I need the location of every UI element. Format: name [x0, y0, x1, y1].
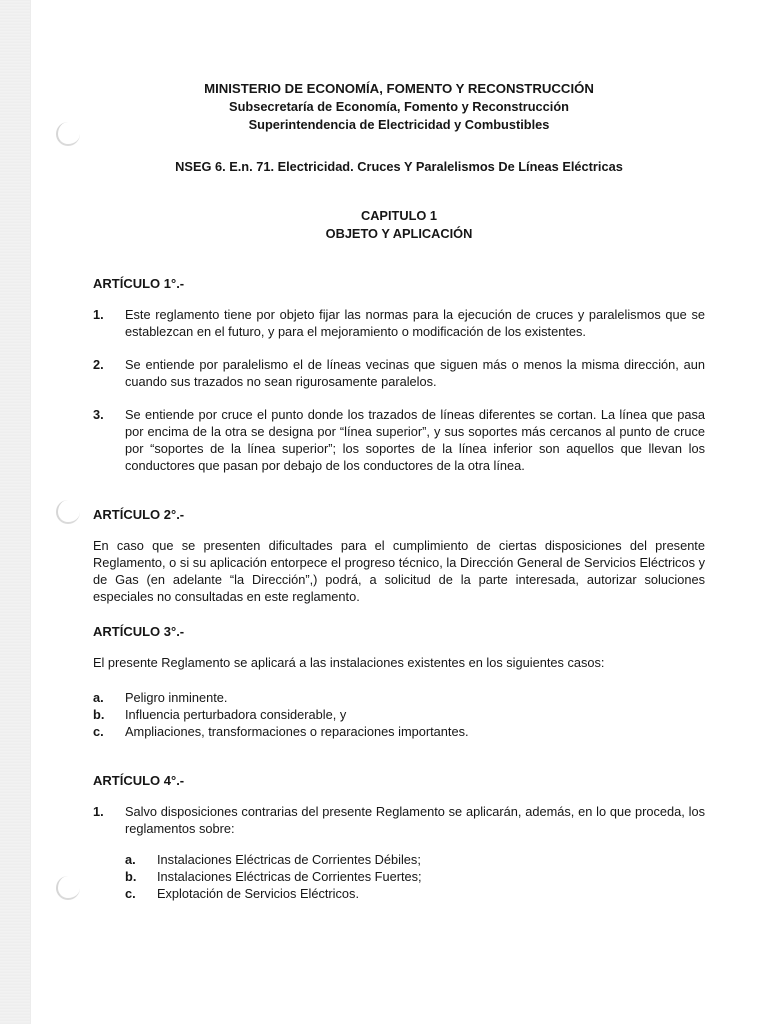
list-item — [93, 689, 705, 706]
list-letter: a. — [93, 690, 104, 705]
superintendencia-name: Superintendencia de Electricidad y Combustibles — [248, 117, 550, 132]
list-letter: a. — [125, 852, 136, 867]
list-text: Explotación de Servicios Eléctricos. — [157, 886, 359, 901]
list-item — [93, 723, 705, 740]
item-number: 2. — [93, 357, 104, 372]
chapter-number: CAPITULO 1 — [360, 208, 438, 223]
list-item — [93, 706, 705, 723]
article-3-heading: ARTÍCULO 3°.- — [93, 624, 185, 639]
item-text: Se entiende por paralelismo el de líneas vecinas que siguen más o menos la misma dirección, aun cuando sus trazados no sean rigurosamente paralelos. — [125, 357, 705, 389]
article-4-item — [93, 803, 705, 837]
article-1-item — [93, 356, 705, 390]
ministry-name: MINISTERIO DE ECONOMÍA, FOMENTO Y RECONSTRUCCIÓN — [204, 81, 594, 96]
list-text: Ampliaciones, transformaciones o reparaciones importantes. — [125, 724, 469, 739]
list-letter: c. — [93, 724, 104, 739]
article-4-regulation-list — [125, 851, 705, 902]
document-header — [93, 80, 705, 134]
item-text: Este reglamento tiene por objeto fijar las normas para la ejecución de cruces y paralelismos que se establezcan en el futuro, y para el mejoramiento o modificación de los existentes. — [125, 307, 705, 339]
punch-hole-mark — [56, 122, 80, 146]
list-item — [125, 868, 705, 885]
article-4-heading: ARTÍCULO 4°.- — [93, 773, 185, 788]
list-letter: c. — [125, 886, 136, 901]
list-letter: b. — [93, 707, 105, 722]
subsecretaria-name: Subsecretaría de Economía, Fomento y Reconstrucción — [229, 99, 569, 114]
scan-edge-shadow — [0, 0, 30, 1024]
article-3-case-list — [93, 689, 705, 740]
list-letter: b. — [125, 869, 137, 884]
list-text: Instalaciones Eléctricas de Corrientes Débiles; — [157, 852, 421, 867]
article-2-heading: ARTÍCULO 2°.- — [93, 507, 185, 522]
article-1-heading: ARTÍCULO 1°.- — [93, 276, 185, 291]
article-1-item — [93, 306, 705, 340]
item-number: 1. — [93, 307, 104, 322]
document-title: NSEG 6. E.n. 71. Electricidad. Cruces Y Paralelismos De Líneas Eléctricas — [175, 159, 623, 174]
chapter-name: OBJETO Y APLICACIÓN — [325, 226, 473, 241]
list-text: Peligro inminente. — [125, 690, 228, 705]
punch-hole-mark — [56, 500, 80, 524]
scan-edge-line — [30, 0, 31, 1024]
article-1-item — [93, 406, 705, 474]
list-text: Instalaciones Eléctricas de Corrientes Fuertes; — [157, 869, 422, 884]
list-item — [125, 885, 705, 902]
list-text: Influencia perturbadora considerable, y — [125, 707, 347, 722]
chapter-heading — [93, 207, 705, 243]
document-page — [93, 80, 705, 902]
list-item — [125, 851, 705, 868]
item-number: 3. — [93, 407, 104, 422]
article-3-text: El presente Reglamento se aplicará a las instalaciones existentes en los siguientes casos: — [93, 655, 605, 670]
article-2-text: En caso que se presenten dificultades para el cumplimiento de ciertas disposiciones del presente Reglamento, o si su aplicación entorpece el progreso técnico, la Dirección General de Servicios Eléctricos y de Gas (en adelante “la Dirección”,) podrá, a solicitud de la parte interesada, autorizar soluciones especiales no consultadas en este reglamento. — [93, 538, 705, 604]
item-number: 1. — [93, 804, 104, 819]
punch-hole-mark — [56, 876, 80, 900]
item-text: Se entiende por cruce el punto donde los trazados de líneas diferentes se cortan. La línea que pasa por encima de la otra se designa por “línea superior”, y sus soportes más cercanos al punto de cruce por “soportes de la línea superior”; los soportes de la línea inferior son aquellos que llevan los conductores que pasan por debajo de los conductores de la otra línea. — [125, 407, 705, 473]
item-text: Salvo disposiciones contrarias del presente Reglamento se aplicarán, además, en lo que proceda, los reglamentos sobre: — [125, 804, 705, 836]
